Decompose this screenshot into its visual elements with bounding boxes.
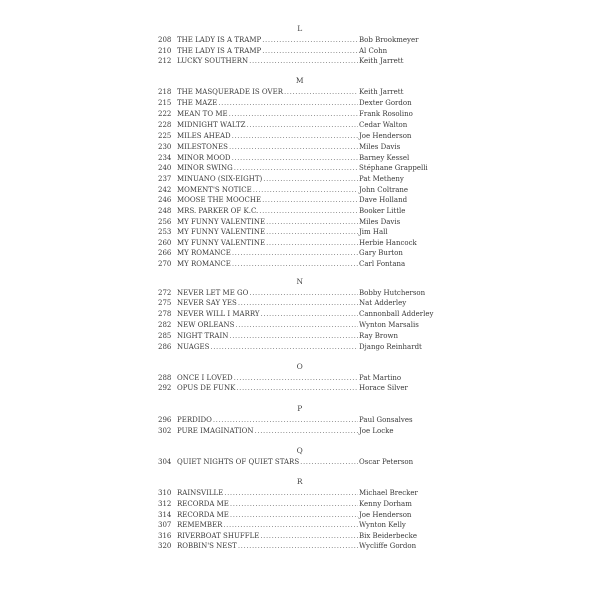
dot-leader xyxy=(236,383,358,393)
index-entry xyxy=(158,238,450,248)
tune-title: THE LADY IS A TRAMP xyxy=(177,36,262,44)
dot-leader xyxy=(266,217,358,227)
tune-title: ONCE I LOVED xyxy=(177,373,233,382)
page-number: 237 xyxy=(158,175,172,183)
page-number: 302 xyxy=(158,426,172,435)
index-entry xyxy=(158,259,450,269)
page-number: 272 xyxy=(158,288,172,297)
tune-title: MIDNIGHT WALTZ xyxy=(177,121,246,129)
dot-leader xyxy=(284,87,358,97)
artist-name: Bob Brookmeyer xyxy=(359,36,419,44)
artist-name: Stéphane Grappelli xyxy=(359,164,428,172)
artist-name: Cannonball Adderley xyxy=(359,310,434,318)
dot-leader xyxy=(263,174,358,184)
page-number: 320 xyxy=(158,542,172,550)
page-number: 285 xyxy=(158,332,172,340)
index-entry xyxy=(158,383,450,393)
page-number: 256 xyxy=(158,217,172,226)
index-entry xyxy=(158,520,450,530)
section-letter-m: M xyxy=(295,76,305,85)
index-entry xyxy=(158,288,450,298)
dot-leader xyxy=(249,288,358,298)
index-entry xyxy=(158,87,450,97)
page-number: 310 xyxy=(158,489,172,497)
dot-leader xyxy=(218,98,358,108)
artist-name: Booker Little xyxy=(359,207,406,215)
index-entry xyxy=(158,342,450,352)
tune-title: MOMENT'S NOTICE xyxy=(177,185,252,194)
tune-title: NEVER WILL I MARRY xyxy=(177,310,260,318)
artist-name: Keith Jarrett xyxy=(359,88,404,96)
index-entry xyxy=(158,46,450,56)
dot-leader xyxy=(255,426,358,436)
tune-title: MY ROMANCE xyxy=(177,249,231,257)
dot-leader xyxy=(230,499,358,509)
index-entry xyxy=(158,320,450,330)
dot-leader xyxy=(262,195,358,205)
tune-title: MY FUNNY VALENTINE xyxy=(177,217,266,226)
tune-title: MY FUNNY VALENTINE xyxy=(177,228,266,236)
page-number: 234 xyxy=(158,153,172,162)
dot-leader xyxy=(238,298,358,308)
page-number: 288 xyxy=(158,373,172,382)
page-number: 208 xyxy=(158,36,172,44)
index-entry xyxy=(158,499,450,509)
dot-leader xyxy=(232,131,358,141)
dot-leader xyxy=(262,35,358,45)
page-number: 316 xyxy=(158,531,172,540)
artist-name: Bix Beiderbecke xyxy=(359,531,417,540)
page-number: 266 xyxy=(158,249,172,257)
tune-title: RIVERBOAT SHUFFLE xyxy=(177,531,260,540)
artist-name: Joe Locke xyxy=(359,426,394,435)
artist-name: Miles Davis xyxy=(359,143,401,151)
page-number: 296 xyxy=(158,416,172,424)
tune-title: LUCKY SOUTHERN xyxy=(177,57,249,65)
index-entry xyxy=(158,541,450,551)
index-entry xyxy=(158,248,450,258)
section-letter-p: P xyxy=(297,404,303,413)
page-number: 278 xyxy=(158,310,172,318)
artist-name: Pat Martino xyxy=(359,373,402,382)
dot-leader xyxy=(262,46,358,56)
index-entry xyxy=(158,298,450,308)
section-letter-o: O xyxy=(296,362,304,371)
page-number: 275 xyxy=(158,299,172,307)
artist-name: Miles Davis xyxy=(359,217,401,226)
page-number: 248 xyxy=(158,207,172,215)
dot-leader xyxy=(300,457,358,467)
index-entry xyxy=(158,109,450,119)
dot-leader xyxy=(229,331,358,341)
dot-leader xyxy=(232,153,358,163)
index-entry xyxy=(158,309,450,319)
dot-leader xyxy=(253,185,358,195)
artist-name: Frank Rosolino xyxy=(359,110,413,118)
page-number: 225 xyxy=(158,132,172,140)
page-number: 215 xyxy=(158,99,172,107)
artist-name: Ray Brown xyxy=(359,332,398,340)
tune-title: RECORDA ME xyxy=(177,510,229,519)
tune-title: MRS. PARKER OF K.C. xyxy=(177,207,259,215)
page-number: 312 xyxy=(158,500,172,508)
tune-title: MINOR MOOD xyxy=(177,153,231,162)
tune-title: MINOR SWING xyxy=(177,164,233,172)
artist-name: Nat Adderley xyxy=(359,299,407,307)
tune-title: QUIET NIGHTS OF QUIET STARS xyxy=(177,457,300,466)
tune-title: MEAN TO ME xyxy=(177,110,228,118)
index-entry xyxy=(158,373,450,383)
dot-leader xyxy=(261,309,358,319)
index-entry xyxy=(158,98,450,108)
artist-name: Barney Kessel xyxy=(359,153,410,162)
dot-leader xyxy=(235,320,358,330)
index-entry xyxy=(158,195,450,205)
artist-name: Wynton Kelly xyxy=(359,521,406,529)
page-number: 282 xyxy=(158,321,172,329)
artist-name: John Coltrane xyxy=(359,185,409,194)
tune-title: MILES AHEAD xyxy=(177,132,231,140)
artist-name: Bobby Hutcherson xyxy=(359,288,426,297)
artist-name: Oscar Peterson xyxy=(359,457,414,466)
tune-title: NEW ORLEANS xyxy=(177,321,235,329)
section-letter-n: N xyxy=(296,277,304,286)
page-number: 210 xyxy=(158,46,172,55)
page-number: 253 xyxy=(158,228,172,236)
index-entry xyxy=(158,488,450,498)
index-entry xyxy=(158,185,450,195)
index-entry xyxy=(158,35,450,45)
tune-title: MILESTONES xyxy=(177,143,228,151)
tune-title: NEVER LET ME GO xyxy=(177,288,249,297)
tune-title: MY FUNNY VALENTINE xyxy=(177,238,266,247)
dot-leader xyxy=(247,120,358,130)
tune-title: THE MAZE xyxy=(177,99,218,107)
dot-leader xyxy=(210,342,358,352)
dot-leader xyxy=(259,206,358,216)
dot-leader xyxy=(224,488,358,498)
dot-leader xyxy=(266,227,358,237)
artist-name: Dave Holland xyxy=(359,196,408,204)
artist-name: Gary Burton xyxy=(359,249,403,257)
dot-leader xyxy=(266,238,358,248)
page-number: 222 xyxy=(158,110,172,118)
tune-title: OPUS DE FUNK xyxy=(177,384,236,392)
index-entry xyxy=(158,217,450,227)
artist-name: Keith Jarrett xyxy=(359,57,404,65)
dot-leader xyxy=(232,259,358,269)
section-letter-l: L xyxy=(297,24,303,33)
artist-name: Jim Hall xyxy=(359,228,388,236)
page-number: 240 xyxy=(158,164,172,172)
artist-name: Django Reinhardt xyxy=(359,342,422,351)
dot-leader xyxy=(232,248,358,258)
dot-leader xyxy=(230,510,358,520)
artist-name: Wynton Marsalis xyxy=(359,321,419,329)
index-entry xyxy=(158,120,450,130)
index-entry xyxy=(158,426,450,436)
dot-leader xyxy=(260,531,358,541)
dot-leader xyxy=(223,520,358,530)
page-number: 260 xyxy=(158,238,172,247)
page-number: 218 xyxy=(158,88,172,96)
artist-name: Herbie Hancock xyxy=(359,238,417,247)
index-entry xyxy=(158,227,450,237)
tune-title: PURE IMAGINATION xyxy=(177,426,254,435)
index-entry xyxy=(158,142,450,152)
artist-name: Pat Metheny xyxy=(359,175,404,183)
index-entry xyxy=(158,510,450,520)
index-entry xyxy=(158,457,450,467)
dot-leader xyxy=(238,541,358,551)
page-number: 242 xyxy=(158,185,172,194)
artist-name: Michael Brecker xyxy=(359,489,418,497)
dot-leader xyxy=(249,56,358,66)
page-number: 212 xyxy=(158,57,172,65)
artist-name: Horace Silver xyxy=(359,384,408,392)
index-entry xyxy=(158,531,450,541)
artist-name: Paul Gonsalves xyxy=(359,416,413,424)
tune-title: THE MASQUERADE IS OVER xyxy=(177,88,283,96)
dot-leader xyxy=(234,373,358,383)
section-letter-q: Q xyxy=(296,446,304,455)
tune-title: NUAGES xyxy=(177,342,210,351)
page-number: 304 xyxy=(158,457,172,466)
index-entry xyxy=(158,331,450,341)
dot-leader xyxy=(234,163,358,173)
tune-title: RECORDA ME xyxy=(177,500,229,508)
tune-title: PERDIDO xyxy=(177,416,212,424)
index-entry xyxy=(158,174,450,184)
artist-name: Kenny Dorham xyxy=(359,500,412,508)
page-number: 286 xyxy=(158,342,172,351)
tune-title: THE LADY IS A TRAMP xyxy=(177,46,262,55)
page-number: 314 xyxy=(158,510,172,519)
tune-title: NEVER SAY YES xyxy=(177,299,237,307)
artist-name: Carl Fontana xyxy=(359,259,406,268)
artist-name: Joe Henderson xyxy=(359,132,412,140)
dot-leader xyxy=(229,109,358,119)
tune-title: NIGHT TRAIN xyxy=(177,332,229,340)
page-number: 246 xyxy=(158,196,172,204)
tune-title: MY ROMANCE xyxy=(177,259,231,268)
index-entry xyxy=(158,415,450,425)
page-number: 292 xyxy=(158,384,172,392)
tune-title: RAINSVILLE xyxy=(177,489,224,497)
index-entry xyxy=(158,163,450,173)
artist-name: Wycliffe Gordon xyxy=(359,542,417,550)
section-letter-r: R xyxy=(296,477,304,486)
artist-name: Joe Henderson xyxy=(359,510,412,519)
index-entry xyxy=(158,206,450,216)
artist-name: Dexter Gordon xyxy=(359,99,412,107)
tune-title: MINUANO (SIX-EIGHT) xyxy=(177,175,263,183)
dot-leader xyxy=(229,142,358,152)
index-entry xyxy=(158,56,450,66)
page-number: 270 xyxy=(158,259,172,268)
page-number: 228 xyxy=(158,121,172,129)
artist-name: Al Cohn xyxy=(359,46,388,55)
tune-title: ROBBIN'S NEST xyxy=(177,542,237,550)
page-number: 307 xyxy=(158,521,172,529)
page-number: 230 xyxy=(158,143,172,151)
dot-leader xyxy=(213,415,358,425)
tune-title: REMEMBER xyxy=(177,521,223,529)
tune-title: MOOSE THE MOOCHE xyxy=(177,196,262,204)
index-entry xyxy=(158,153,450,163)
index-entry xyxy=(158,131,450,141)
artist-name: Cedar Walton xyxy=(359,121,408,129)
